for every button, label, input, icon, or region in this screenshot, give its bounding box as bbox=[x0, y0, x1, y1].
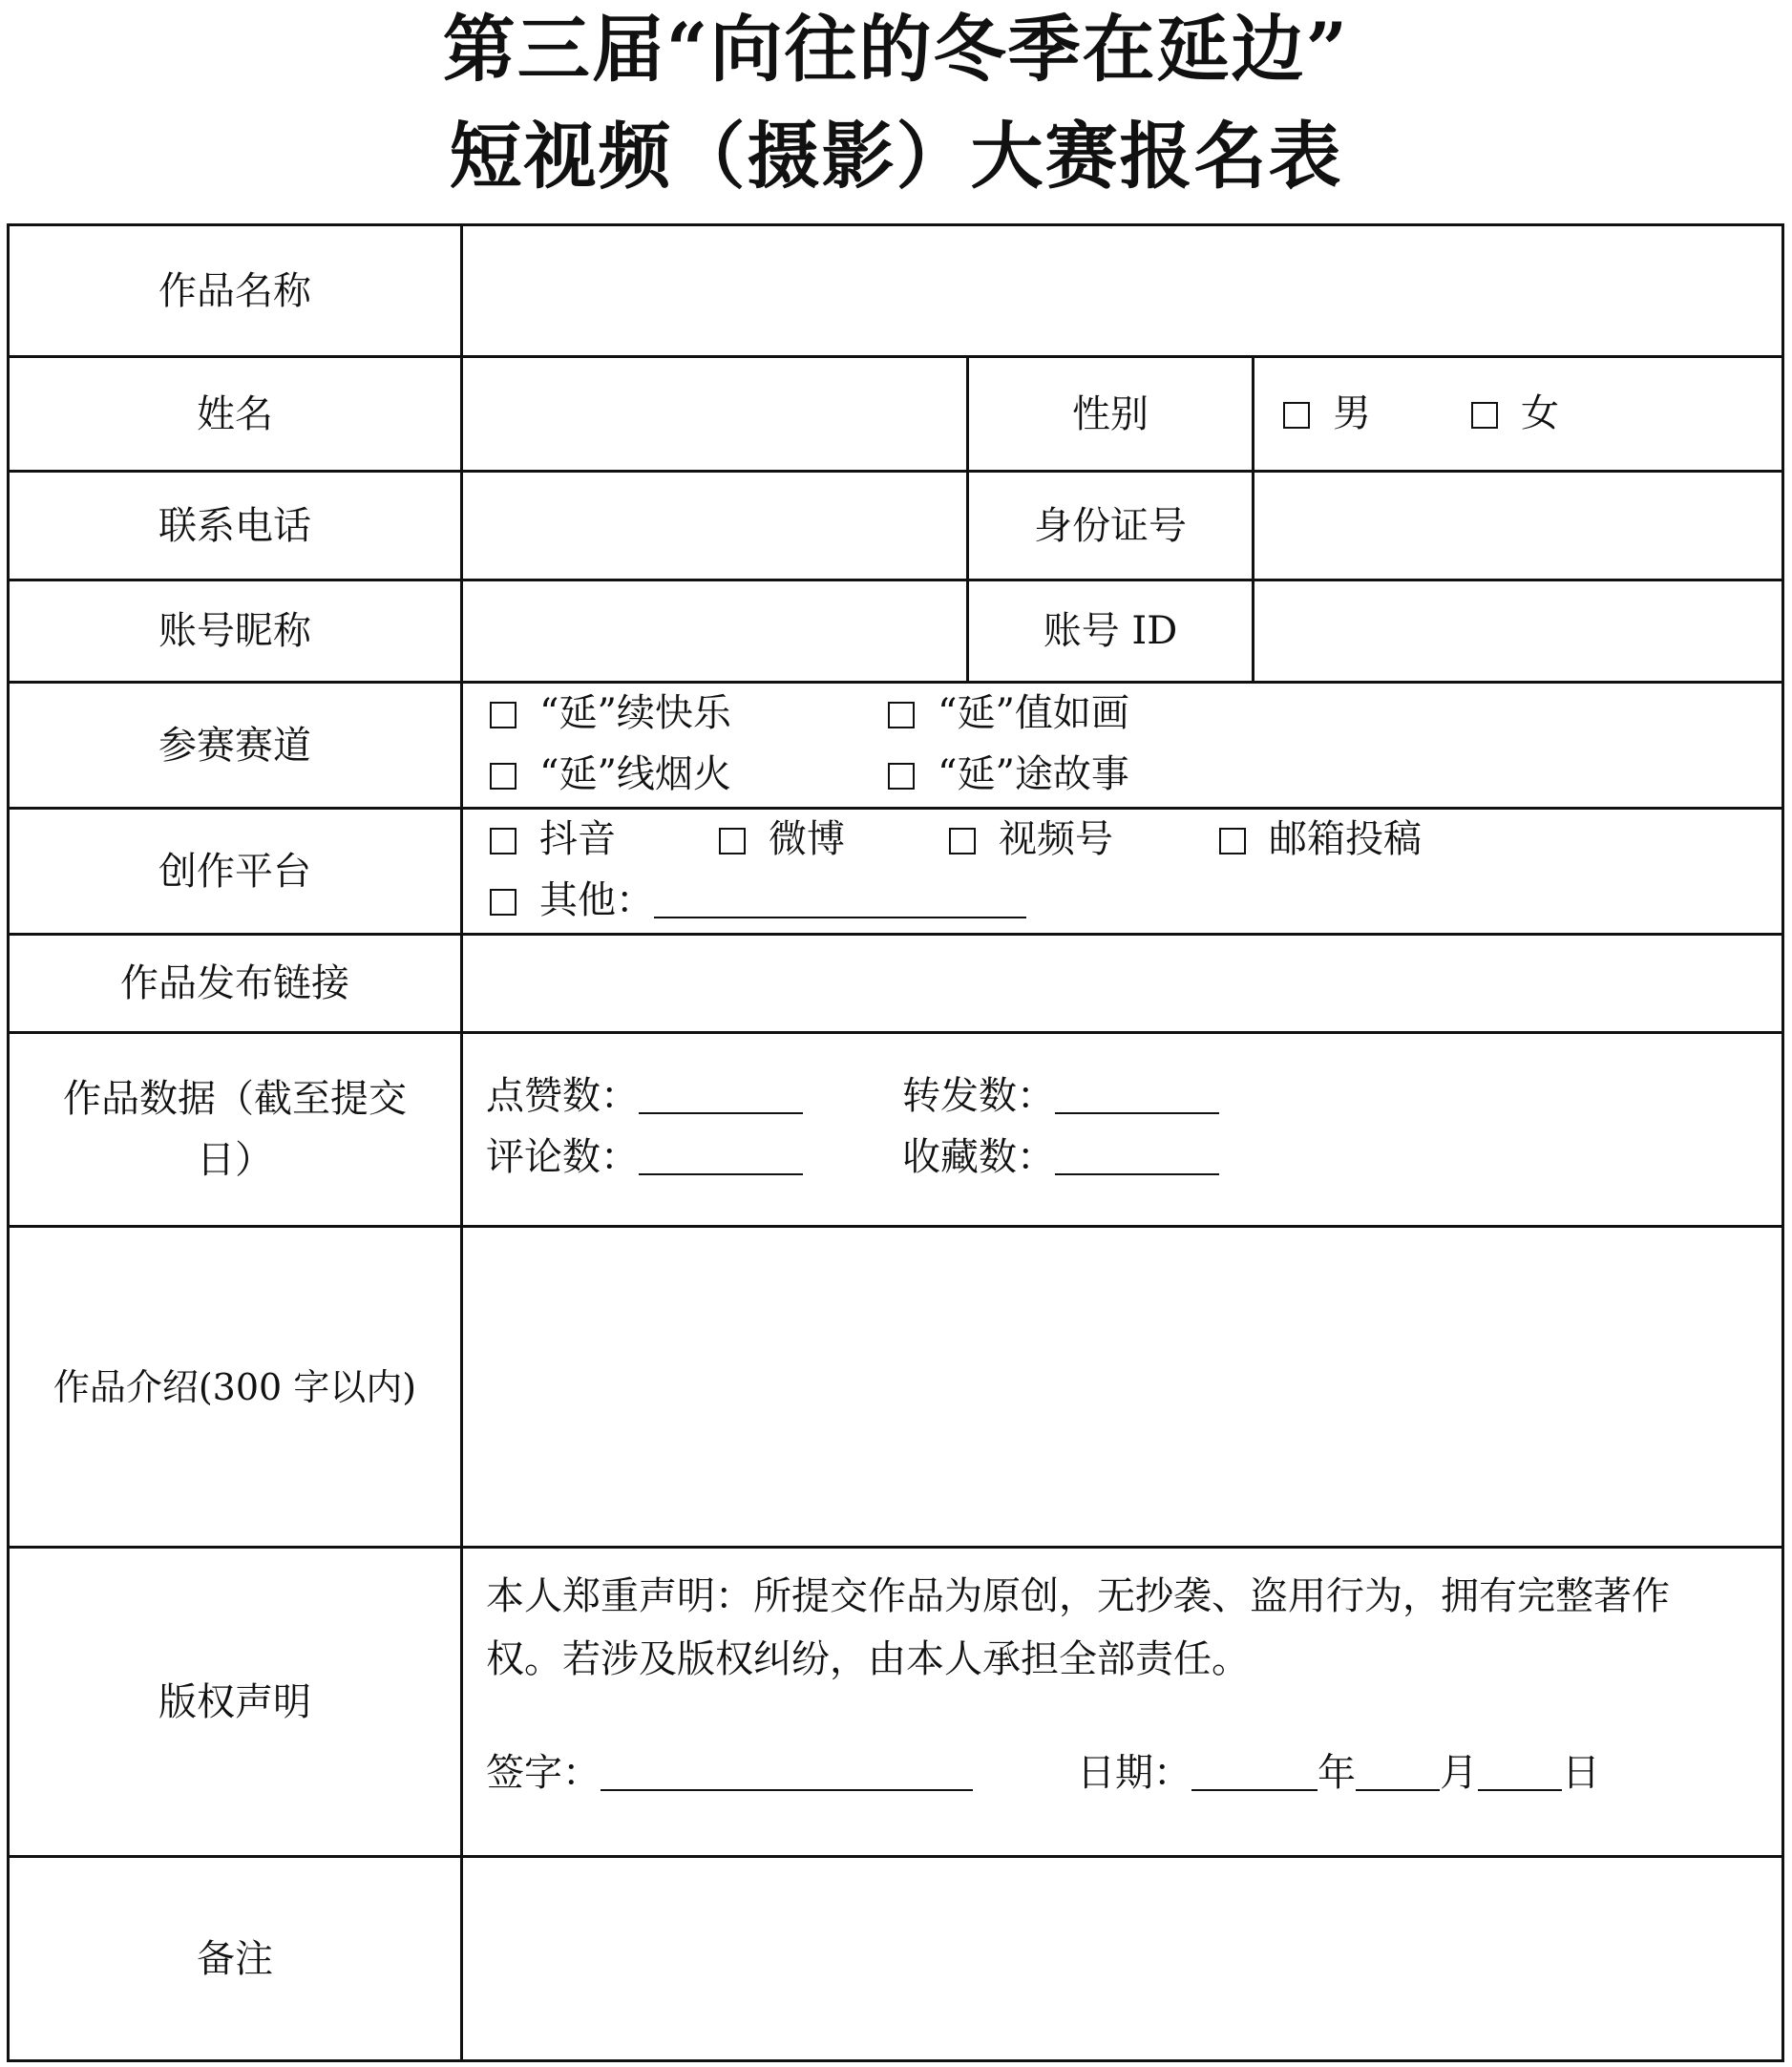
track-option-label: “延”途故事 bbox=[938, 752, 1129, 796]
year-label: 年 bbox=[1318, 1751, 1356, 1795]
track-option-label: “延”值如画 bbox=[938, 691, 1129, 735]
remarks-field[interactable] bbox=[463, 1858, 1781, 2059]
track-option-label: “延”线烟火 bbox=[539, 752, 731, 796]
checkbox-icon bbox=[490, 828, 517, 854]
data-label-line: 作品数据（截至提交 bbox=[63, 1077, 407, 1121]
signature-blank[interactable] bbox=[601, 1757, 973, 1791]
copyright-label: 版权声明 bbox=[158, 1679, 311, 1724]
name-label: 姓名 bbox=[197, 391, 273, 436]
nickname-label: 账号昵称 bbox=[158, 609, 311, 653]
track-label: 参赛赛道 bbox=[158, 723, 311, 768]
platform-label: 创作平台 bbox=[158, 849, 311, 894]
month-blank[interactable] bbox=[1356, 1757, 1440, 1791]
platform-option[interactable] bbox=[949, 817, 1113, 861]
track-option-label: “延”续快乐 bbox=[539, 691, 731, 735]
work-name-field[interactable] bbox=[463, 226, 1781, 355]
gender-option-female[interactable] bbox=[1471, 391, 1559, 435]
intro-label: 作品介绍(300 字以内) bbox=[53, 1365, 417, 1408]
shares-label: 转发数： bbox=[902, 1074, 1055, 1118]
track-option[interactable] bbox=[490, 691, 731, 735]
intro-field[interactable] bbox=[463, 1228, 1781, 1546]
remarks-label: 备注 bbox=[197, 1936, 273, 1981]
platform-option-label: 抖音 bbox=[539, 817, 616, 861]
platform-option[interactable] bbox=[1219, 817, 1422, 861]
date-label: 日期： bbox=[1077, 1751, 1191, 1795]
likes-blank[interactable] bbox=[639, 1080, 803, 1114]
page-title-line2: 短视频（摄影）大赛报名表 bbox=[449, 114, 1343, 199]
track-option[interactable] bbox=[888, 691, 1129, 735]
nickname-field[interactable] bbox=[463, 581, 966, 681]
checkbox-icon bbox=[1219, 828, 1246, 854]
checkbox-icon bbox=[888, 763, 915, 790]
shares-entry bbox=[902, 1074, 1219, 1118]
link-field[interactable] bbox=[463, 936, 1781, 1031]
checkbox-icon bbox=[888, 702, 915, 728]
checkbox-icon bbox=[949, 828, 976, 854]
copyright-text-line: 权。若涉及版权纠纷，由本人承担全部责任。 bbox=[486, 1637, 1250, 1681]
data-label-line: 日） bbox=[197, 1138, 273, 1182]
favorites-label: 收藏数： bbox=[902, 1135, 1055, 1179]
platform-option-label: 视频号 bbox=[999, 817, 1113, 861]
track-option[interactable] bbox=[888, 752, 1129, 796]
data-label bbox=[10, 1034, 460, 1225]
day-label: 日 bbox=[1562, 1751, 1600, 1795]
platform-option[interactable] bbox=[719, 817, 845, 861]
checkbox-icon bbox=[490, 702, 517, 728]
checkbox-icon bbox=[490, 763, 517, 790]
platform-option-other[interactable] bbox=[490, 878, 1026, 922]
id-number-field[interactable] bbox=[1254, 473, 1781, 579]
checkbox-icon bbox=[490, 889, 517, 916]
track-option[interactable] bbox=[490, 752, 731, 796]
shares-blank[interactable] bbox=[1055, 1080, 1219, 1114]
signature-entry bbox=[486, 1751, 973, 1795]
favorites-entry bbox=[902, 1135, 1219, 1179]
signature-label: 签字： bbox=[486, 1751, 601, 1795]
phone-label: 联系电话 bbox=[158, 503, 311, 548]
gender-label: 性别 bbox=[1072, 391, 1149, 436]
platform-other-label: 其他： bbox=[539, 878, 654, 922]
platform-option-label: 邮箱投稿 bbox=[1269, 817, 1422, 861]
copyright-statement bbox=[486, 1565, 1775, 1691]
account-id-field[interactable] bbox=[1254, 581, 1781, 681]
month-label: 月 bbox=[1440, 1751, 1478, 1795]
checkbox-icon bbox=[719, 828, 746, 854]
gender-option-male[interactable] bbox=[1283, 391, 1371, 435]
likes-label: 点赞数： bbox=[486, 1074, 639, 1118]
date-entry bbox=[1077, 1751, 1600, 1795]
comments-blank[interactable] bbox=[639, 1141, 803, 1175]
likes-entry bbox=[486, 1074, 803, 1118]
platform-other-blank[interactable] bbox=[654, 884, 1026, 918]
gender-option-label: 男 bbox=[1333, 391, 1371, 435]
page-title-line1: 第三届“向往的冬季在延边” bbox=[442, 7, 1350, 92]
gender-option-label: 女 bbox=[1521, 391, 1559, 435]
comments-entry bbox=[486, 1135, 803, 1179]
platform-option[interactable] bbox=[490, 817, 616, 861]
link-label: 作品发布链接 bbox=[120, 961, 349, 1005]
registration-form bbox=[7, 223, 1784, 2062]
favorites-blank[interactable] bbox=[1055, 1141, 1219, 1175]
comments-label: 评论数： bbox=[486, 1135, 639, 1179]
checkbox-icon bbox=[1471, 402, 1498, 429]
account-id-label: 账号 ID bbox=[1043, 609, 1178, 653]
work-name-label: 作品名称 bbox=[158, 268, 311, 313]
id-number-label: 身份证号 bbox=[1034, 503, 1187, 548]
copyright-text-line: 本人郑重声明：所提交作品为原创，无抄袭、盗用行为，拥有完整著作 bbox=[486, 1574, 1670, 1618]
name-field[interactable] bbox=[463, 358, 966, 470]
phone-field[interactable] bbox=[463, 473, 966, 579]
day-blank[interactable] bbox=[1478, 1757, 1562, 1791]
year-blank[interactable] bbox=[1191, 1757, 1318, 1791]
checkbox-icon bbox=[1283, 402, 1310, 429]
platform-option-label: 微博 bbox=[769, 817, 845, 861]
